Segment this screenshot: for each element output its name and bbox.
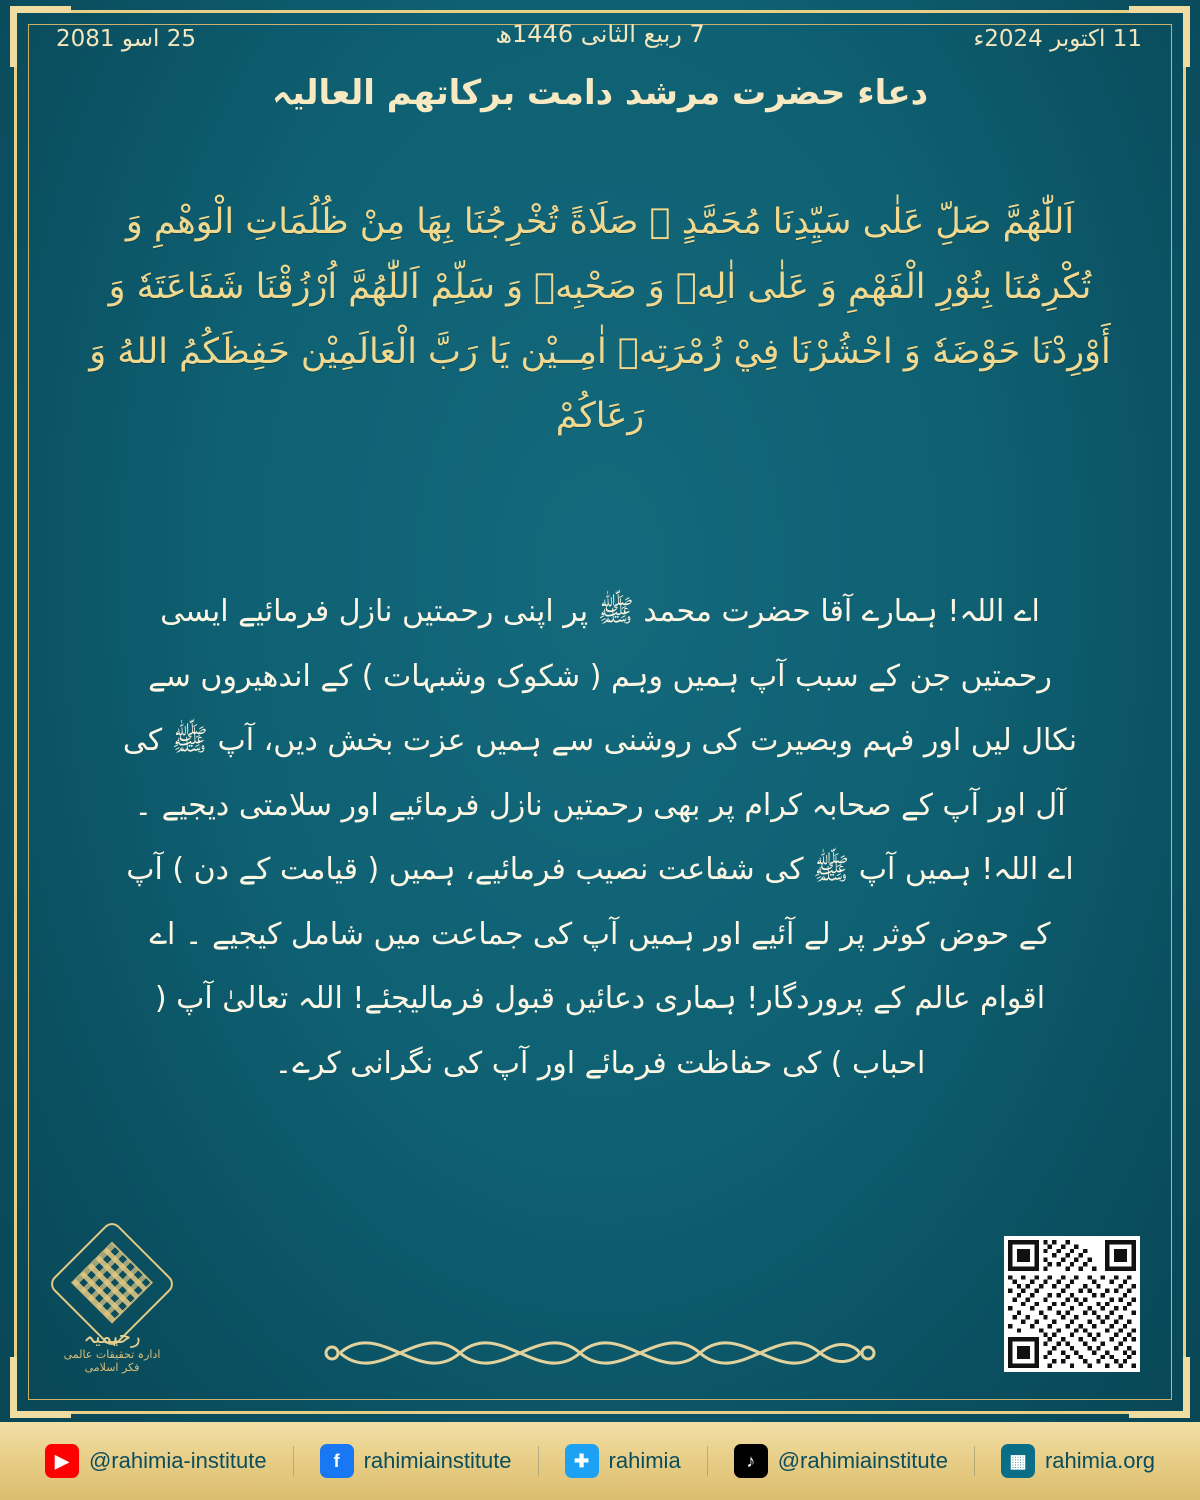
social-label-tiktok: @rahimiainstitute [777,1448,948,1473]
qr-code[interactable] [1004,1236,1140,1372]
logo-subtitle: ادارہ تحقیقات عالمی فکر اسلامی [63,1348,161,1374]
tiktok-icon: ♪ [734,1444,768,1478]
arabic-dua-text: اَللّٰهُمَّ صَلِّ عَلٰى سَيِّدِنَا مُحَمَّدٍ ﷺ صَلَاةً تُخْرِجُنَا بِهَا مِنْ ظُلُمَاتِ الْوَهْمِ وَ تُكْرِمُنَا بِنُوْرِ الْفَهْمِ وَ عَلٰى اٰلِهٖ وَ صَحْبِهٖ وَ سَلِّمْ اَللّٰهُمَّ اُرْزُقْنَا شَفَاعَتَهٗ وَ أَوْرِدْنَا حَوْضَهٗ وَ احْشُرْنَا فِيْ زُمْرَتِهٖ اٰمِــيْن يَا رَبَّ الْعَالَمِيْن حَفِظَكُمُ اللهُ وَ رَعَاكُمْ [89,202,1111,437]
social-item-facebook[interactable] [320,1444,512,1478]
social-item-website[interactable] [1001,1444,1155,1478]
social-item-tiktok[interactable] [734,1444,948,1478]
social-item-youtube[interactable] [45,1444,267,1478]
social-item-twitter[interactable] [565,1444,681,1478]
social-label-website: rahimia.org [1044,1448,1156,1473]
social-label-twitter: rahimia [608,1448,681,1473]
flourish-ornament [320,1318,880,1388]
header-dates [46,20,1154,66]
footer-divider-2 [538,1446,539,1476]
social-footer-bar [0,1422,1200,1500]
footer-divider-3 [707,1446,708,1476]
facebook-icon: f [320,1444,354,1478]
social-label-youtube: @rahimia-institute [88,1448,267,1473]
urdu-translation-text: اے اللہ! ہمارے آقا حضرت محمد ﷺ پر اپنی رحمتیں نازل فرمائیے ایسی رحمتیں جن کے سبب آپ ہمیں وہم ( شکوک وشبہات ) کے اندھیروں سے نکال لیں اور فہم وبصیرت کی روشنی سے ہمیں عزت بخش دیں، آپ ﷺ کی آل اور آپ کے صحابہ کرام پر بھی رحمتیں نازل فرمائیے اور سلامتی دیجیے ۔ اے اللہ! ہمیں آپ ﷺ کی شفاعت نصیب فرمائیے، ہمیں ( قیامت کے دن ) آپ کے حوض کوثر پر لے آئیے اور ہمیں آپ کی جماعت میں شامل کیجیے ۔ اے اقوام عالم کے پروردگار! ہماری دعائیں قبول فرمالیجئے! اللہ تعالیٰ آپ ( احباب ) کی حفاظت فرمائے اور آپ کی نگرانی کرے۔ [122,594,1078,1081]
date-gregorian: 11 اکتوبر 2024ء [973,26,1142,52]
social-label-facebook: rahimiainstitute [363,1448,512,1473]
page-title: دعاء حضرت مرشد دامت برکاتھم العالیہ [271,73,929,113]
footer-divider-1 [293,1446,294,1476]
footer-divider-4 [974,1446,975,1476]
website-icon: ▦ [1001,1444,1035,1478]
youtube-icon: ▶ [45,1444,79,1478]
qr-code-image [1008,1240,1136,1368]
date-hijri: 7 ربیع الثانی 1446ھ [495,20,705,48]
logo-name: رحیمیہ [83,1324,141,1348]
date-other-calendar: 25 اسو 2081 [56,26,196,52]
twitter-icon: ✚ [565,1444,599,1478]
logo-pattern-icon [71,1242,153,1324]
rahimia-logo [58,1238,166,1374]
